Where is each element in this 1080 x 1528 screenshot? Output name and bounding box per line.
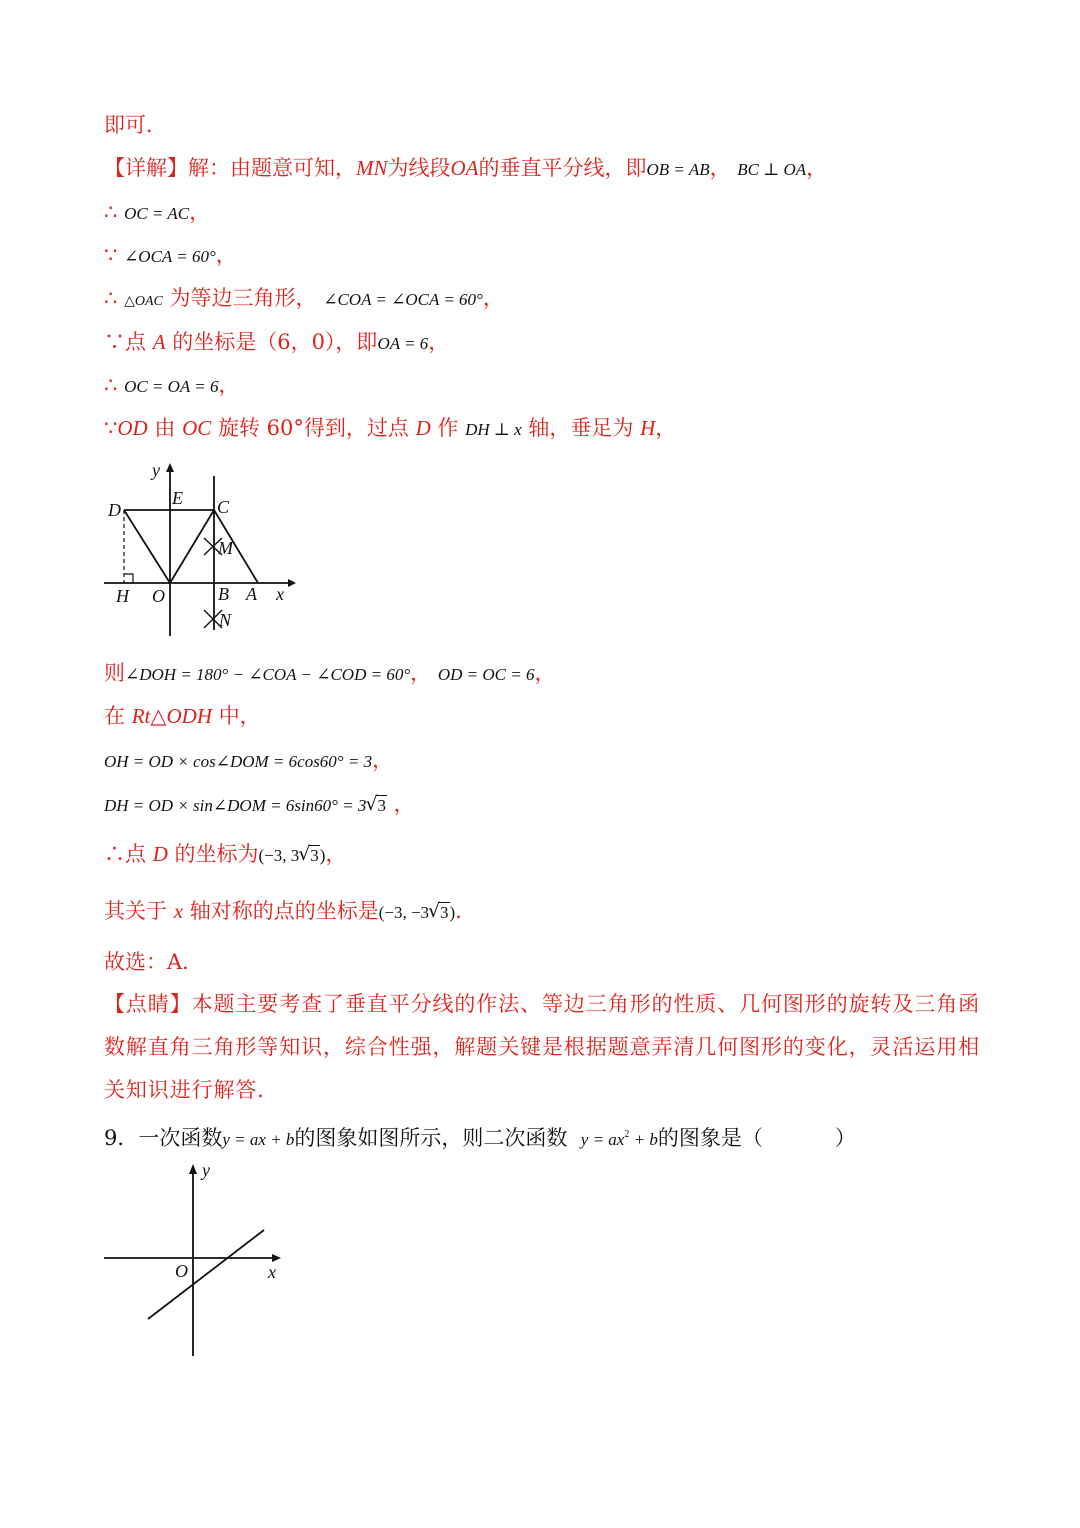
label-y: y — [152, 460, 160, 480]
geometry-figure — [100, 458, 300, 640]
segment-oc — [170, 510, 214, 583]
question-9: 9．一次函数y = ax + b的图象如图所示，则二次函数 $y = ax^2 + b$的图象是（ ） — [104, 1126, 856, 1150]
label-x: x — [276, 584, 284, 604]
label-a: A — [246, 584, 257, 604]
label-y: y — [202, 1160, 210, 1180]
function-line — [148, 1230, 264, 1319]
line-equilateral: ∴ △OAC 为等边三角形， ∠COA = ∠OCA = 60°， — [104, 286, 504, 310]
line-dh: DH = OD × sin∠DOM = 6sin60° = 3√ 3 ， — [104, 790, 415, 820]
line-angle-doh: 则∠DOH = 180° − ∠COA − ∠COD = 60°， OD = OC = 6， — [104, 661, 556, 685]
label-h: H — [116, 586, 129, 606]
line-point-a: ∵点 A 的坐标是（6，0），即OA = 6， — [104, 330, 450, 354]
x-axis-arrow — [288, 579, 296, 587]
note-text: 本题主要考查了垂直平分线的作法、等边三角形的性质、几何图形的旋转及三角函数解直角三角形等知识，综合性强，解题关键是根据题意弄清几何图形的变化，灵活运用相关知识进行解答． — [104, 992, 981, 1102]
label-x: x — [268, 1262, 276, 1282]
line-oh: OH = OD × cos∠DOM = 6cos60° = 3， — [104, 748, 394, 772]
y-axis-arrow — [166, 463, 174, 472]
detail-heading-line: 【详解】解：由题意可知，MN为线段OA的垂直平分线，即OB = AB， BC ⊥ OA， — [104, 156, 828, 180]
label-o: O — [175, 1261, 188, 1281]
question-number: 9． — [104, 1126, 139, 1150]
label-c: C — [217, 497, 230, 517]
line-answer: 故选：A． — [104, 950, 204, 974]
x-axis-arrow — [272, 1254, 281, 1262]
line-rotation: ∵OD 由 OC 旋转 60°得到，过点 D 作 DH ⊥ x 轴，垂足为 H， — [104, 416, 677, 440]
detail-tag: 【详解】 — [104, 156, 188, 180]
y-axis-arrow — [189, 1164, 197, 1174]
label-m: M — [218, 538, 233, 558]
note-tag: 【点睛】 — [104, 992, 192, 1016]
line-angle-oca: ∵ ∠OCA = 60°， — [104, 243, 237, 267]
segment-do — [124, 510, 170, 583]
label-e: E — [172, 488, 183, 508]
right-angle-mark — [124, 574, 133, 583]
line-ji-ke: 即可． — [104, 113, 167, 137]
label-b: B — [218, 584, 229, 604]
note-paragraph — [104, 983, 984, 1112]
linear-function-figure — [100, 1160, 300, 1360]
line-symmetric-point: 其关于 x 轴对称的点的坐标是(−3, −3√ 3)． — [104, 897, 476, 927]
line-rt-triangle: 在 Rt△ODH 中， — [104, 704, 261, 728]
label-o: O — [152, 586, 165, 606]
label-n: N — [219, 610, 232, 630]
line-oc-oa: ∴ OC = OA = 6， — [104, 373, 240, 397]
label-d: D — [108, 500, 121, 520]
line-point-d: ∴点 D 的坐标为(−3, 3√ 3)， — [104, 840, 346, 870]
line-oc-ac: ∴ OC = AC， — [104, 200, 211, 224]
